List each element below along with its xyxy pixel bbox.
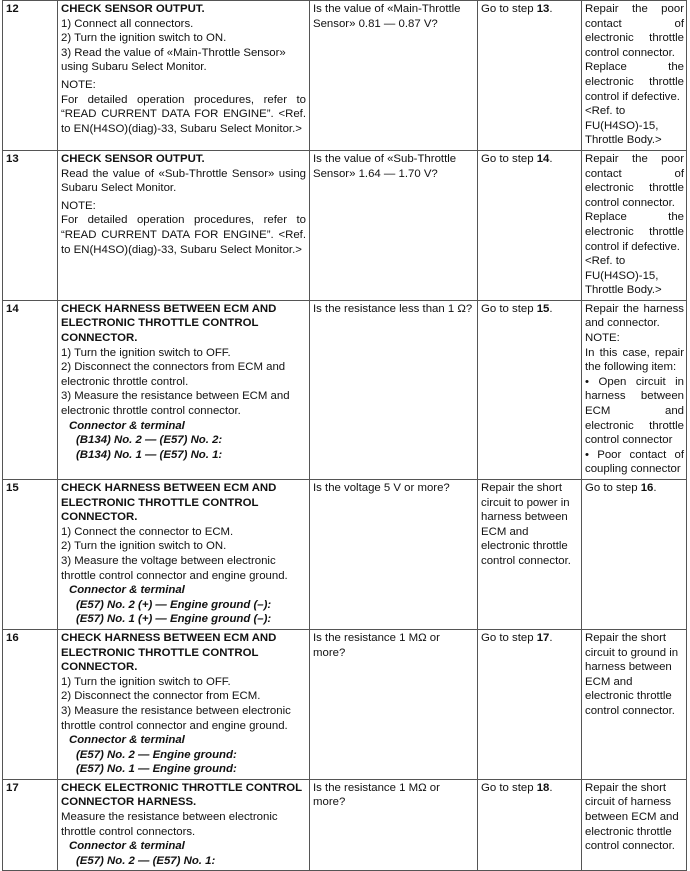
terminal-spec: (B134) No. 2 — (E57) No. 2: [76, 434, 223, 447]
no-line: Repair the poor contact of electronic throttle control connector. [585, 3, 684, 59]
step-procedure [58, 779, 310, 871]
step-number: 13 [3, 150, 58, 300]
yes-text: Go to step [481, 152, 537, 165]
step-title: CHECK HARNESS BETWEEN ECM AND ELECTRONIC THROTTLE CONTROL CONNECTOR. [61, 631, 277, 674]
note-label: NOTE: [585, 332, 620, 345]
table-row [3, 629, 687, 779]
no-action [582, 150, 687, 300]
diagnostic-steps-table [2, 0, 687, 871]
instruction-line: Read the value of «Sub-Throttle Sensor» using Subaru Select Monitor. [61, 167, 306, 195]
yes-text: Go to step [481, 781, 537, 794]
terminal-spec: (E57) No. 2 — (E57) No. 1: [76, 854, 216, 867]
check-question: Is the resistance less than 1 Ω? [310, 300, 478, 479]
step-number: 16 [3, 629, 58, 779]
check-question: Is the value of «Sub-Throttle Sensor» 1.64 — 1.70 V? [310, 150, 478, 300]
step-title: CHECK HARNESS BETWEEN ECM AND ELECTRONIC THROTTLE CONTROL CONNECTOR. [61, 302, 277, 345]
note-text: For detailed operation procedures, refer to “READ CURRENT DATA FOR ENGINE”. <Ref. to EN(H4SO)(diag)-33, Subaru Select Monitor.> [61, 93, 306, 135]
note-text: In this case, repair the following item: [585, 346, 684, 374]
connector-terminal-label: Connector & terminal [69, 584, 185, 597]
yes-text: Go to step [481, 3, 537, 15]
connector-terminal-label: Connector & terminal [69, 419, 185, 432]
no-punct: . [653, 482, 657, 494]
check-question: Is the resistance 1 MΩ or more? [310, 629, 478, 779]
no-text: Go to step [585, 482, 641, 494]
terminal-spec: (E57) No. 2 (+) — Engine ground (–): [76, 598, 272, 611]
bullet-item: • Poor contact of coupling connector [585, 448, 684, 476]
note-label: NOTE: [61, 199, 96, 212]
terminal-spec: (E57) No. 1 (+) — Engine ground (–): [76, 613, 272, 626]
instruction-line: 2) Turn the ignition switch to ON. [61, 32, 227, 45]
step-number: 15 [3, 480, 58, 630]
note-text: For detailed operation procedures, refer to “READ CURRENT DATA FOR ENGINE”. <Ref. to EN(H4SO)(diag)-33, Subaru Select Monitor.> [61, 214, 306, 256]
no-line: Repair the harness and connector. [585, 302, 684, 330]
step-title: CHECK SENSOR OUTPUT. [61, 152, 205, 165]
yes-punct: . [549, 781, 553, 794]
yes-punct: . [549, 631, 553, 644]
instruction-line: 3) Measure the resistance between electronic throttle control connector and engine ground. [61, 704, 291, 732]
ref-link[interactable]: <Ref. to FU(H4SO)-15, Throttle Body.> [585, 255, 662, 297]
step-procedure [58, 150, 310, 300]
terminal-spec: (E57) No. 2 — Engine ground: [76, 748, 237, 761]
instruction-line: 1) Connect the connector to ECM. [61, 525, 234, 538]
instruction-line: 3) Measure the voltage between electronic throttle control connector and engine ground. [61, 554, 288, 582]
table-row [3, 480, 687, 630]
connector-terminal-label: Connector & terminal [69, 840, 185, 853]
diagnostic-procedure-page [2, 0, 686, 869]
instruction-line: 3) Read the value of «Main-Throttle Sensor» using Subaru Select Monitor. [61, 46, 286, 74]
yes-punct: . [549, 302, 553, 315]
check-question: Is the voltage 5 V or more? [310, 480, 478, 630]
no-line: Replace the electronic throttle control if defective. [585, 211, 684, 253]
no-action [582, 480, 687, 630]
yes-text: Go to step [481, 631, 537, 644]
instruction-line: 1) Turn the ignition switch to OFF. [61, 346, 231, 359]
instruction-line: 3) Measure the resistance between ECM and electronic throttle control connector. [61, 390, 290, 418]
yes-punct: . [549, 152, 553, 165]
no-step-link[interactable]: 16 [640, 482, 654, 494]
terminal-spec: (E57) No. 1 — Engine ground: [76, 763, 237, 776]
ref-link[interactable]: <Ref. to FU(H4SO)-15, Throttle Body.> [585, 105, 662, 147]
terminal-spec: (B134) No. 1 — (E57) No. 1: [76, 448, 223, 461]
instruction-line: 1) Connect all connectors. [61, 17, 194, 30]
step-title: CHECK HARNESS BETWEEN ECM AND ELECTRONIC THROTTLE CONTROL CONNECTOR. [61, 482, 277, 524]
table-row [3, 150, 687, 300]
note-label: NOTE: [61, 78, 96, 91]
instruction-line: 2) Disconnect the connector from ECM. [61, 690, 261, 703]
step-procedure [58, 480, 310, 630]
no-action: Repair the short circuit to ground in harness between ECM and electronic throttle control connector. [582, 629, 687, 779]
yes-action [478, 1, 582, 151]
instruction-line: 1) Turn the ignition switch to OFF. [61, 675, 231, 688]
yes-action [478, 779, 582, 871]
no-line: Replace the electronic throttle control if defective. [585, 61, 684, 103]
table-row [3, 300, 687, 479]
no-action [582, 300, 687, 479]
yes-step-link[interactable]: 15 [536, 302, 550, 315]
step-title: CHECK SENSOR OUTPUT. [61, 3, 205, 15]
no-action [582, 1, 687, 151]
check-question: Is the value of «Main-Throttle Sensor» 0.81 — 0.87 V? [310, 1, 478, 151]
step-procedure [58, 300, 310, 479]
yes-step-link[interactable]: 17 [536, 631, 550, 644]
table-row [3, 1, 687, 151]
step-number: 12 [3, 1, 58, 151]
yes-action: Repair the short circuit to power in harness between ECM and electronic throttle control connector. [478, 480, 582, 630]
step-procedure [58, 1, 310, 151]
table-row [3, 779, 687, 871]
step-title: CHECK ELECTRONIC THROTTLE CONTROL CONNECTOR HARNESS. [61, 781, 302, 809]
yes-action [478, 300, 582, 479]
instruction-line: 2) Disconnect the connectors from ECM and electronic throttle control. [61, 361, 286, 388]
yes-step-link[interactable]: 13 [536, 3, 550, 15]
instruction-line: Measure the resistance between electronic throttle control connectors. [61, 811, 278, 838]
yes-step-link[interactable]: 14 [536, 152, 550, 165]
step-number: 14 [3, 300, 58, 479]
check-question: Is the resistance 1 MΩ or more? [310, 779, 478, 871]
yes-punct: . [549, 3, 553, 15]
step-number: 17 [3, 779, 58, 871]
step-procedure [58, 629, 310, 779]
yes-action [478, 629, 582, 779]
bullet-item: • Open circuit in harness between ECM and electronic throttle control connector [585, 375, 684, 447]
yes-step-link[interactable]: 18 [536, 781, 550, 794]
connector-terminal-label: Connector & terminal [69, 734, 185, 747]
yes-text: Go to step [481, 302, 537, 315]
no-action: Repair the short circuit of harness between ECM and electronic throttle control connector. [582, 779, 687, 871]
yes-action [478, 150, 582, 300]
instruction-line: 2) Turn the ignition switch to ON. [61, 540, 227, 553]
no-line: Repair the poor contact of electronic throttle control connector. [585, 152, 684, 209]
